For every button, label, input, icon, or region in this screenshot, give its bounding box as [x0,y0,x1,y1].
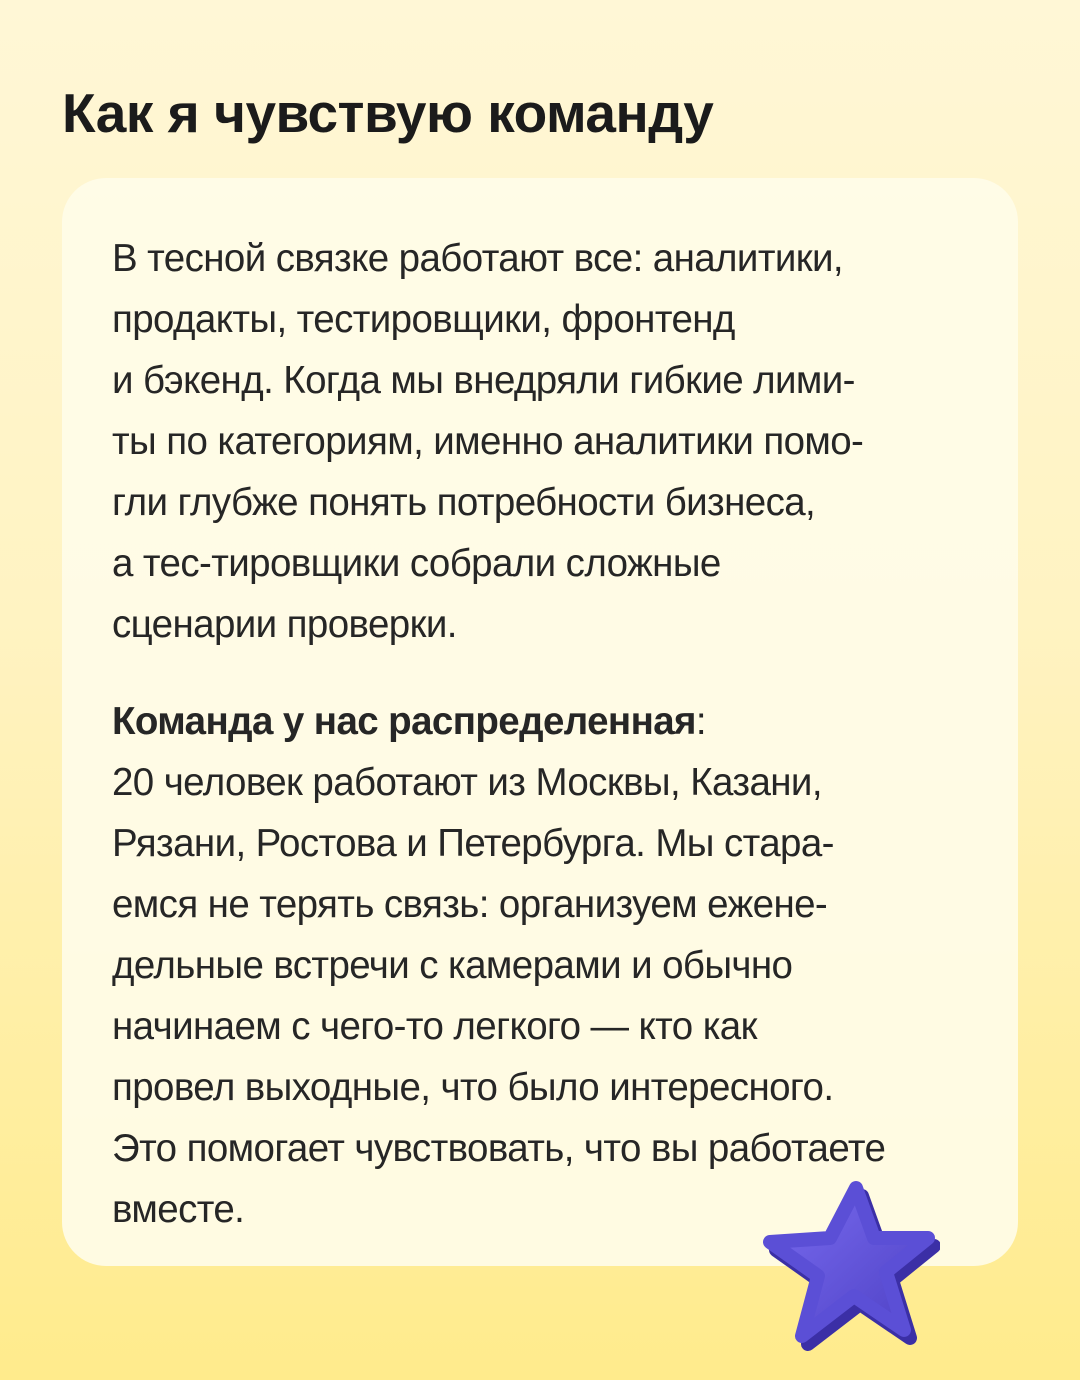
text-line: Это помогает чувствовать, что вы работаете [112,1127,886,1170]
text-line: В тесной связке работают все: аналитики, [112,237,843,280]
lead-line [112,691,978,752]
text-line: вместе. [112,1188,245,1231]
text-line: провел выходные, что было интересного. [112,1066,834,1109]
text-line: 20 человек работают из Москвы, Казани, [112,761,822,804]
text-line: гли глубже понять потребности бизнеса, [112,481,816,524]
text-line: продакты, тестировщики, фронтенд [112,298,735,341]
text-card [62,178,1018,1266]
text-line: дельные встречи с камерами и обычно [112,944,793,987]
page-title: Как я чувствую команду [62,82,714,144]
text-line: и бэкенд. Когда мы внедряли гибкие лими- [112,359,855,402]
text-line: а тес-тировщики собрали сложные [112,542,721,585]
paragraph-team-collaboration [112,228,978,655]
star-icon [760,1176,940,1356]
lead-colon: : [695,700,707,743]
paragraph-distributed-team [112,691,978,1240]
text-line: Рязани, Ростова и Петербурга. Мы стара- [112,822,834,865]
text-line: емся не терять связь: организуем ежене- [112,883,828,926]
text-line: начинаем с чего-то легкого — кто как [112,1005,757,1048]
text-line: ты по категориям, именно аналитики помо- [112,420,864,463]
text-line: сценарии проверки. [112,603,457,646]
lead-bold-text: Команда у нас распределенная [112,700,696,743]
